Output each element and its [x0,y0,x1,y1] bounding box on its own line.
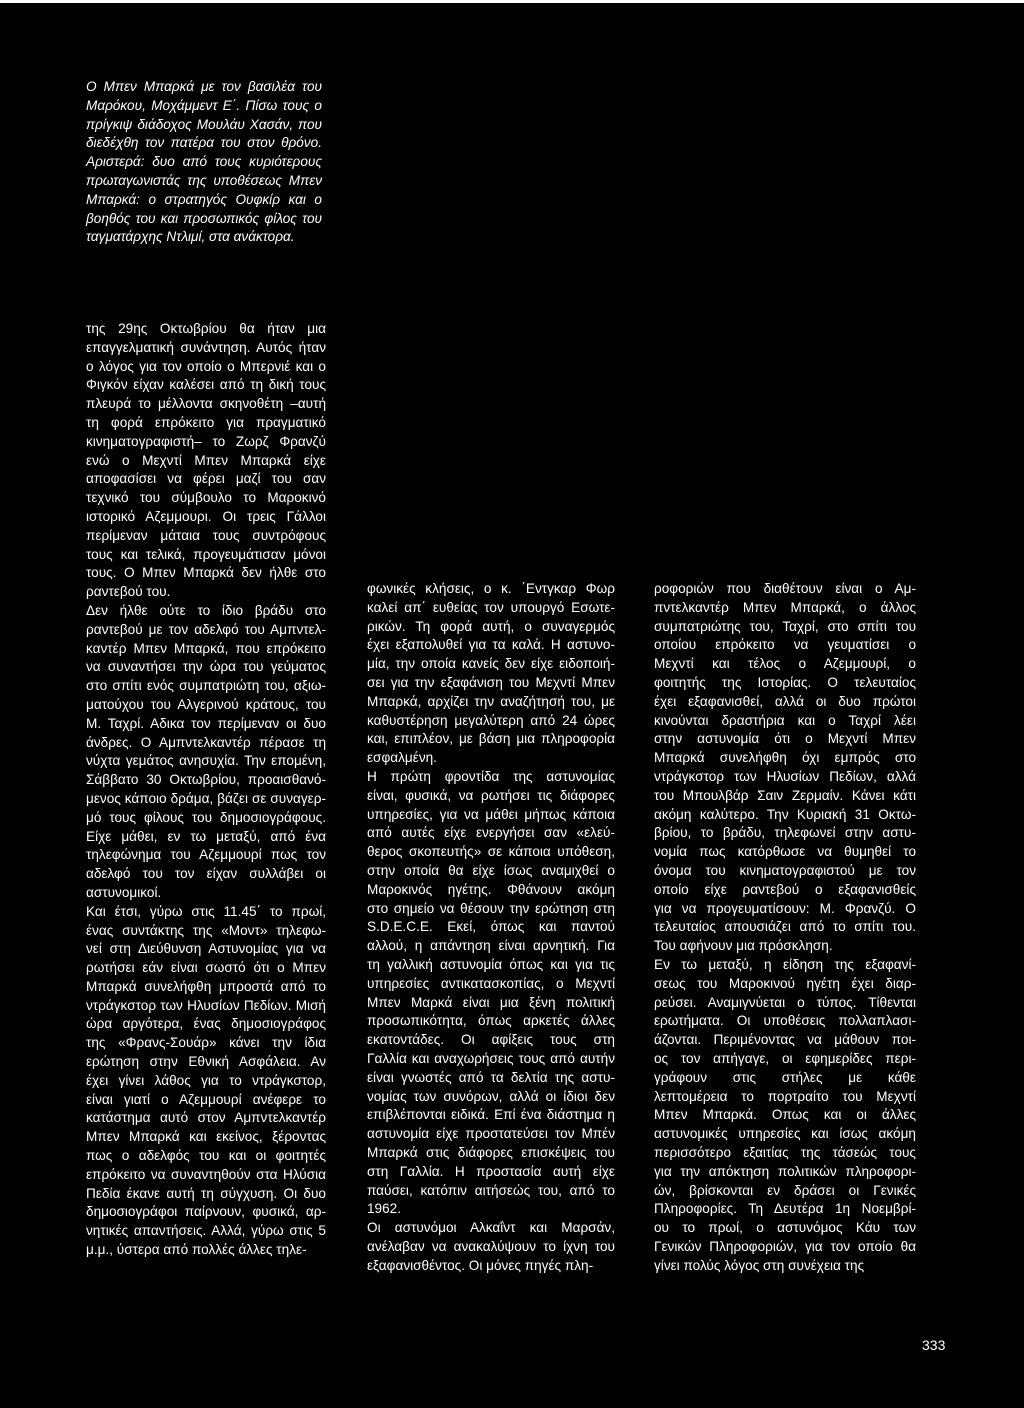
text-column-3 [654,580,916,1275]
text-line: Και έτσι, γύρω στις 11.45΄ το πρωί, [86,903,326,919]
text-line: άζονται. Περιμένοντας να μάθουν ποι- [654,1032,916,1048]
text-line: ροφοριών που διαθέτουν είναι ο Αμ- [654,581,916,596]
text-line: φοιτητής της Ιστορίας. Ο τελευταίος [654,674,916,690]
text-column-2 [367,580,615,1275]
text-line: στην οποία θα είχε ίσως αναμιχθεί ο [367,862,615,878]
text-line: στο σημείο να θέσουν την ερώτηση στη [367,900,615,916]
text-line: επαγγελματική συνάντηση. Αυτός ήταν [86,339,326,355]
text-line: Μπαρκά, αρχίζει την αναζήτησή του, με [367,693,615,709]
text-line: Μπεν Μπαρκά και εκείνος, ξέροντας [86,1129,326,1145]
text-line: ιστορικό Αζεμμουρι. Οι τρεις Γάλλοι [86,508,326,524]
text-line: πλευρά το μέλλοντα σκηνοθέτη –αυτή [86,396,326,412]
text-line: νομίας των συνόρων, αλλά οι ίδιοι δεν [367,1088,615,1104]
text-line: ρωτήσει εάν είναι σωστό ότι ο Μπεν [86,960,326,976]
text-line: Γενικών Πληροφοριών, για τον οποίο θα [654,1238,916,1254]
text-line: ανέλαβαν να ανακαλύψουν το ίχνη του [367,1238,615,1254]
text-line: εκατοντάδες. Οι αφίξεις τους στη [367,1032,615,1048]
text-line: Του αφήνουν μια πρόσκληση. [654,938,833,954]
text-line: καθυστέρηση μεγαλύτερη από 24 ώρες [367,712,615,728]
text-line: Εν τω μεταξύ, η είδηση της εξαφανί- [654,956,916,972]
text-line: μενος κάποιο δράμα, βάζει σε συναγερ- [86,790,326,806]
text-line: είναι, φυσικά, να ρωτήσει τις διάφορες [367,787,615,803]
text-line: Πεδία έκανε αυτή τη σύγχυση. Οι δυο [86,1185,326,1201]
text-line: αστυνομικές υπηρεσίες και ίσως ακόμη [654,1126,916,1142]
text-line: έχει εξαφανισθεί, αλλά οι δυο πρώτοι [654,693,916,709]
text-line: ου το πρωί, ο αστυνόμος Κάυ των [654,1220,916,1236]
text-line: αλλού, η απάντηση είναι αρνητική. Για [367,938,615,954]
text-line: ντράγκστορ των Ηλυσίων Πεδίων. Μισή [86,997,326,1013]
text-line: οποίο είχε ραντεβού ο εξαφανισθείς [654,881,916,897]
text-line: τους. Ο Μπεν Μπαρκά δεν ήλθε στο [86,565,326,581]
text-line: ένας συντάκτης της «Μοντ» τηλεφω- [86,922,326,938]
text-line: κινούνται δραστήρια και ο Ταχρί λέει [654,712,916,728]
text-line: ών, βρίσκονται εν δράσει οι Γενικές [654,1182,916,1198]
text-line: μ.μ., ύστερα από πολλές άλλες τηλε- [86,1242,307,1258]
text-line: νύχτα γεμάτος ανησυχία. Την επομένη, [86,753,326,769]
text-line: τη φορά επρόκειτο για πραγματικό [86,414,326,430]
text-line: έχει εξαπολυθεί για τα καλά. Η αστυνο- [367,637,615,653]
text-line: θερος σκοπευτής» σε κάποια υπόθεση, [367,844,615,860]
text-line: Μπεν Μαρκά είναι μια ξένη πολιτική [367,994,615,1010]
text-line: περίμεναν μάταια τους συντρόφους [86,527,326,543]
text-line: S.D.E.C.E. Εκεί, όπως και παντού [367,919,615,935]
text-line: στη Γαλλία. Η προστασία αυτή είχε [367,1163,615,1179]
text-line: όνομα του κινηματογραφιστού με τον [654,862,916,878]
text-line: και, επιπλέον, με βάση μια πληροφορία [367,731,615,747]
text-line: εσφαλμένη. [367,750,437,766]
text-line: τους και τελικά, προγευμάτισαν μόνοι [86,546,326,562]
text-line: ρικών. Τη φορά αυτή, ο συναγερμός [367,618,615,634]
text-line: Φιγκόν είχαν καλέσει από τη δική τους [86,377,326,393]
text-line: συμπατριώτης του, Ταχρί, στο σπίτι του [654,618,916,634]
text-line: είναι γιατί ο Αζεμμουρί ανέφερε το [86,1091,326,1107]
text-line: Μπαρκά συνελήφθη μπροστά από το [86,978,326,994]
text-line: Μπαρκά στις διάφορες επισκέψεις του [367,1144,615,1160]
text-line: Γαλλία και αναχωρήσεις τους από αυτήν [367,1050,615,1066]
text-line: 1962. [367,1201,402,1217]
text-line: τηλεφώνημα του Αζεμμουρί πως τον [86,847,326,863]
page-number: 333 [922,1337,946,1353]
text-line: επιβλέπονται ειδικά. Επί ένα διάστημα η [367,1107,615,1123]
text-line: κινηματογραφιστή– το Ζωρζ Φρανζύ [86,433,326,449]
text-line: Μαρόκου, Μοχάμμεντ Ε΄. Πίσω τους ο [86,97,322,113]
text-line: δημοσιογράφοι παίρνουν, φυσικά, αρ- [86,1204,326,1220]
text-line: νομία πως κατόρθωσε να θυμηθεί το [654,844,916,860]
text-line: για να προγευματίσουν: Μ. Φρανζύ. Ο [654,900,916,916]
text-line: ραντεβού του. [86,584,171,600]
text-line: γράφουν στις στήλες με κάθε [654,1069,916,1085]
text-line: σει για την εξαφάνιση του Μεχντί Μπεν [367,674,615,690]
text-line: υπηρεσίες, για να μάθει μήπως κάποια [367,806,615,822]
text-line: Η πρώτη φροντίδα της αστυνομίας [367,768,615,784]
text-line: στην αστυνομία ότι ο Μεχντί Μπεν [654,731,916,747]
text-line: φωνικές κλήσεις, ο κ. ΄Εντγκαρ Φωρ [367,581,615,596]
text-line: νητικές απαντήσεις. Αλλά, γύρω στις 5 [86,1223,326,1239]
text-line: προσωπικότητα, όπως αρκετές άλλες [367,1013,615,1029]
text-column-1 [86,320,326,1260]
text-line: ταγματάρχης Ντλιμί, στα ανάκτορα. [86,229,295,245]
text-line: Μπεν Μπαρκά. Οπως και οι άλλες [654,1107,916,1123]
text-line: της 29ης Οκτωβρίου θα ήταν μια [86,321,326,336]
text-line: καντέρ Μπεν Μπαρκά, που επρόκειτο [86,640,326,656]
text-line: τεχνικό του σύμβουλο το Μαροκινό [86,490,326,506]
text-line: γίνει πολύς λόγος στη συνέχεια της [654,1257,865,1273]
text-line: επρόκειτο να συναντηθούν στα Ηλύσια [86,1166,326,1182]
text-line: ακόμη καλύτερο. Την Κυριακή 31 Οκτω- [654,806,916,822]
text-line: πως ο αδελφός του και οι φοιτητές [86,1148,326,1164]
text-line: αποφασίσει να φέρει μαζί του σαν [86,471,326,487]
text-line: ος τον απήγαγε, οι εφημερίδες περι- [654,1050,916,1066]
text-line: μό τους φίλους του δημοσιογράφους. [86,809,326,825]
text-line: ματούχου του Αλγερινού κράτους, του [86,696,326,712]
text-line: από αυτές είχε ενεργήσει σαν «ελεύ- [367,825,615,841]
text-line: Ο Μπεν Μπαρκά με τον βασιλέα του [86,79,322,94]
text-line: αστυνομικοί. [86,884,162,900]
text-line: να συναντήσει την ώρα του γεύματος [86,659,326,675]
text-line: Αριστερά: δυο από τους κυριότερους [86,154,322,170]
text-line: Σάββατο 30 Οκτωβρίου, προαισθανό- [86,772,326,788]
text-line: στο σπίτι ενός συμπατριώτη του, αξιω- [86,678,326,694]
text-line: είναι γνωστές από τα δελτία της αστυ- [367,1069,615,1085]
text-line: Πληροφορίες. Τη Δευτέρα 1η Νοεμβρί- [654,1201,916,1217]
photo-caption [86,78,322,247]
text-line: άνδρες. Ο Αμπντελκαντέρ πέρασε τη [86,734,326,750]
text-line: Είχε μάθει, εν τω μεταξύ, από ένα [86,828,326,844]
text-line: τη γαλλική αστυνομία όπως και για τις [367,956,615,972]
text-line: καλεί απ΄ ευθείας τον υπουργό Εσωτε- [367,599,615,615]
text-line: νεί στη Διεύθυνση Αστυνομίας για να [86,941,326,957]
text-line: βοηθός του και προσωπικός φίλος του [86,210,322,226]
text-line: Μ. Ταχρί. Αδικα τον περίμεναν οι δυο [86,715,326,731]
text-line: πρίγκιψ διάδοχος Μουλάυ Χασάν, που [86,116,322,132]
text-line: ερώτηση στην Εθνική Ασφάλεια. Αν [86,1054,326,1070]
text-line: έχει γίνει λάθος για το ντράγκστορ, [86,1072,326,1088]
text-line: ραντεβού με τον αδελφό του Αμπντελ- [86,621,326,637]
text-line: σεως του Μαροκινού ηγέτη έχει διαρ- [654,975,916,991]
text-line: ώρα αργότερα, ένας δημοσιογράφος [86,1016,326,1032]
text-line: αδελφό του τον είχαν συλλάβει οι [86,866,326,882]
text-line: Μπαρκά συνελήφθη όχι εμπρός στο [654,750,916,766]
text-line: παύσει, κατόπιν αιτήσεώς του, από το [367,1182,615,1198]
text-line: Δεν ήλθε ούτε το ίδιο βράδυ στο [86,602,326,618]
text-line: ερωτήματα. Οι υποθέσεις πολλαπλασι- [654,1013,916,1029]
text-line: εξαφανισθέντος. Οι μόνες πηγές πλη- [367,1257,594,1273]
text-line: λεπτομέρεια το πορτραίτο του Μεχντί [654,1088,916,1104]
text-line: αστυνομία είχε προστατεύσει τον Μπέν [367,1126,615,1142]
top-rule [0,0,1024,3]
text-line: πρωταγωνιστάς της υποθέσεως Μπεν [86,172,322,188]
text-line: του Μπουλβάρ Σαιν Ζερμαίν. Κάνει κάτι [654,787,916,803]
text-line: βρίου, το βράδυ, τηλεφωνεί στην αστυ- [654,825,916,841]
text-line: Μεχντί και τέλος ο Αζεμμουρί, ο [654,656,916,672]
text-line: μία, την οποία κανείς δεν είχε ειδοποιή- [367,656,615,672]
text-line: ενώ ο Μεχντί Μπεν Μπαρκά είχε [86,452,326,468]
text-line: τελευταίος απουσιάζει από το σπίτι του. [654,919,916,935]
text-line: της «Φρανς-Σουάρ» κάνει την ίδια [86,1035,326,1051]
text-line: ρεύσει. Αναμιγνύεται ο τύπος. Τίθενται [654,994,916,1010]
text-line: κατάστημα αυτό στον Αμπντελκαντέρ [86,1110,326,1126]
text-line: διεδέχθη τον πατέρα του στον θρόνο. [86,135,322,151]
text-line: ο λόγος για τον οποίο ο Μπερνιέ και ο [86,358,326,374]
text-line: οποίου επρόκειτο να γευματίσει ο [654,637,916,653]
text-line: περισσότερο εξαιτίας της τάσεώς τους [654,1144,916,1160]
text-line: Μπαρκά: ο στρατηγός Ουφκίρ και ο [86,191,322,207]
text-line: ντράγκστορ των Ηλυσίων Πεδίων, αλλά [654,768,916,784]
text-line: Μαροκινός ηγέτης. Φθάνουν ακόμη [367,881,615,897]
text-line: πντελκαντέρ Μπεν Μπαρκά, ο άλλος [654,599,916,615]
text-line: υπηρεσίες αντικατασκοπίας, ο Μεχντί [367,975,615,991]
text-line: για την απόκτηση πολιτικών πληροφορι- [654,1163,916,1179]
text-line: Οι αστυνόμοι Αλκαΐντ και Μαρσάν, [367,1220,615,1236]
